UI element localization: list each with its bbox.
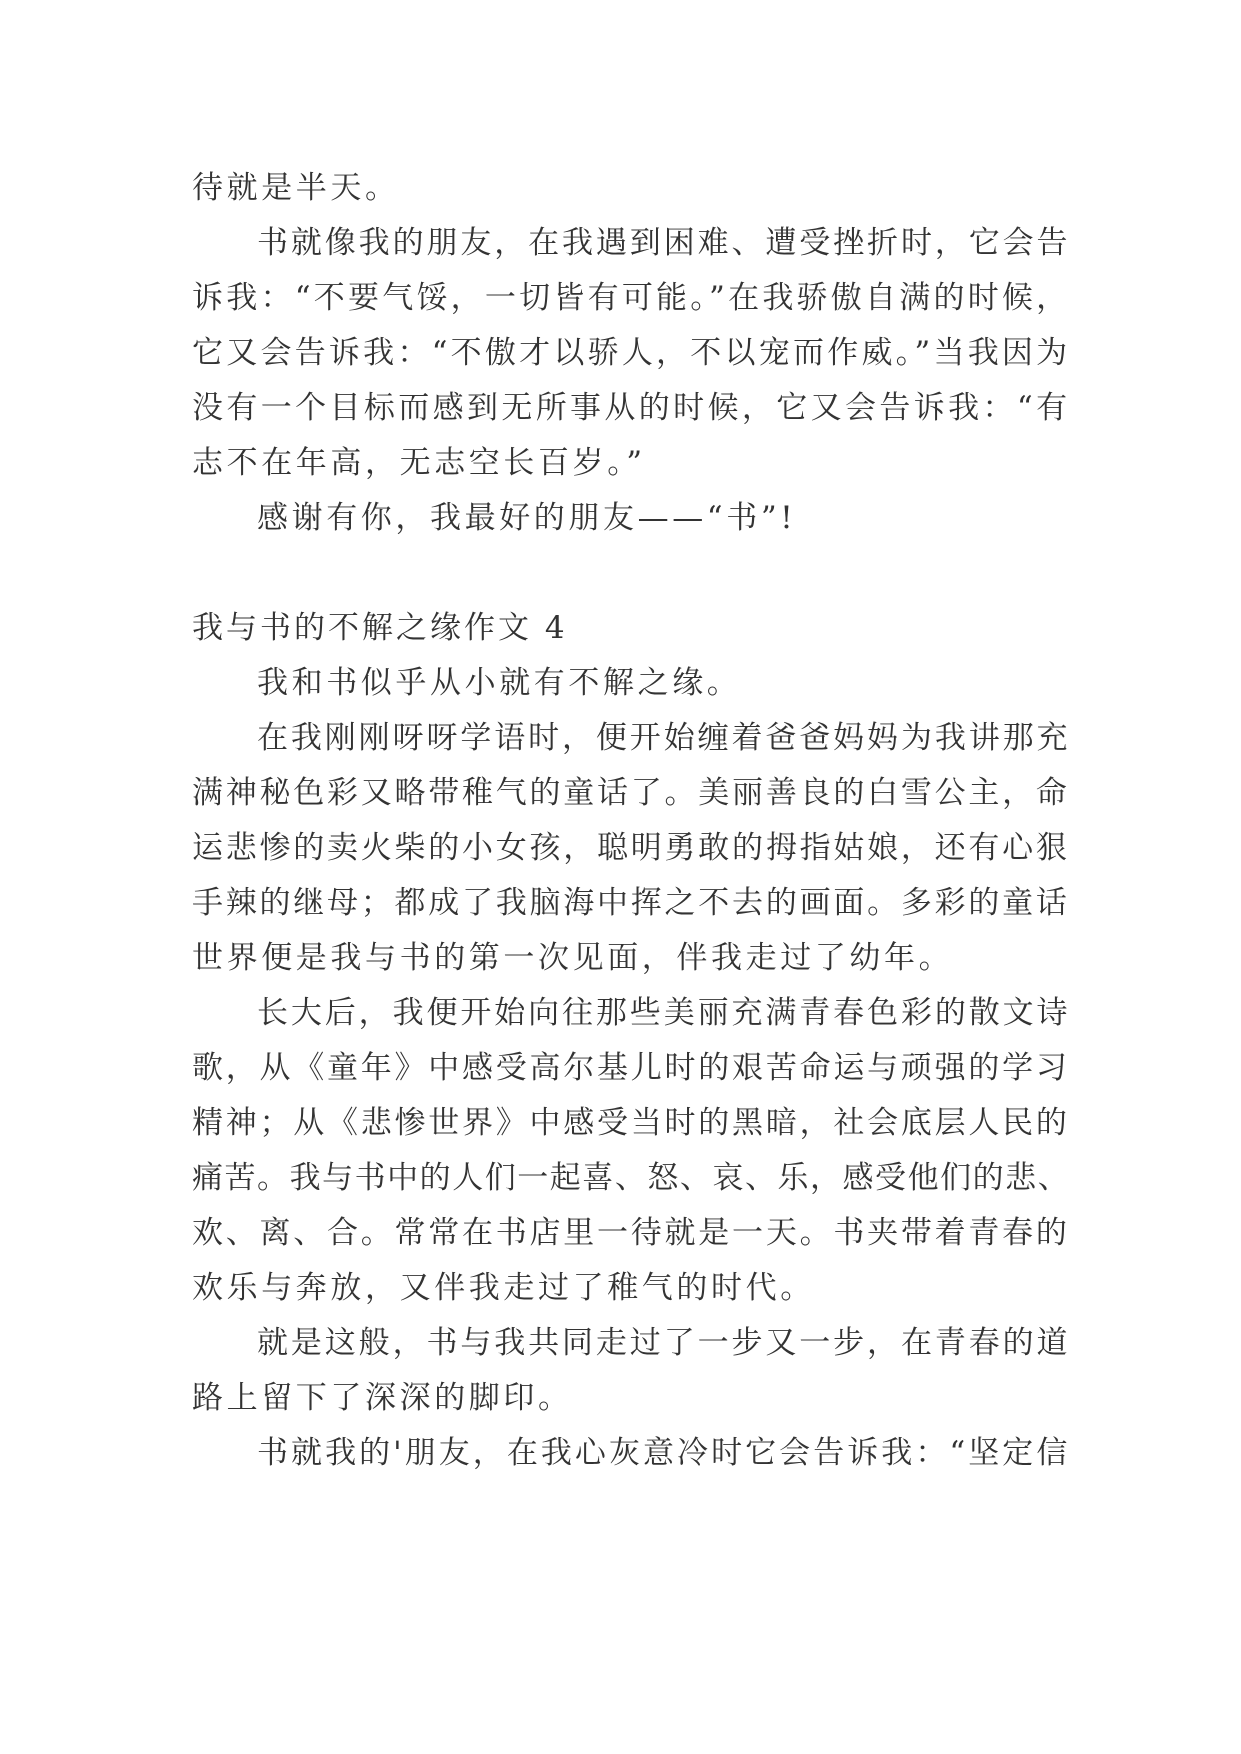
text-line: 歌，从《童年》中感受高尔基儿时的艰苦命运与顽强的学习 <box>192 1050 1070 1086</box>
text-line: 志不在年高，无志空长百岁。” <box>192 445 646 481</box>
text-line: 没有一个目标而感到无所事从的时候，它又会告诉我：“有 <box>192 390 1071 426</box>
text-line: 它又会告诉我：“不傲才以骄人，不以宠而作威。”当我因为 <box>192 335 1071 371</box>
text-line: 欢、离、合。常常在书店里一待就是一天。书夹带着青春的 <box>192 1215 1070 1251</box>
text-line: 满神秘色彩又略带稚气的童话了。美丽善良的白雪公主，命 <box>192 775 1070 811</box>
paragraph-start: 在我刚刚呀呀学语时，便开始缠着爸爸妈妈为我讲那充 <box>257 720 1071 756</box>
text-line: 世界便是我与书的第一次见面，伴我走过了幼年。 <box>192 940 954 976</box>
paragraph-start: 书就像我的朋友，在我遇到困难、遭受挫折时，它会告 <box>257 225 1071 261</box>
text-line: 精神；从《悲惨世界》中感受当时的黑暗，社会底层人民的 <box>192 1105 1070 1141</box>
paragraph-start: 感谢有你，我最好的朋友——“书”! <box>257 500 797 536</box>
section-heading: 我与书的不解之缘作文 4 <box>192 610 568 646</box>
paragraph-start: 长大后，我便开始向往那些美丽充满青春色彩的散文诗 <box>257 995 1071 1031</box>
paragraph-start: 我和书似乎从小就有不解之缘。 <box>257 665 742 701</box>
text-line: 痛苦。我与书中的人们一起喜、怒、哀、乐，感受他们的悲、 <box>192 1160 1071 1196</box>
text-line: 欢乐与奔放，又伴我走过了稚气的时代。 <box>192 1270 815 1306</box>
text-line: 手辣的继母；都成了我脑海中挥之不去的画面。多彩的童话 <box>192 885 1070 921</box>
text-line: 路上留下了深深的脚印。 <box>192 1380 573 1416</box>
text-line: 待就是半天。 <box>192 170 400 206</box>
paragraph-start: 就是这般，书与我共同走过了一步又一步，在青春的道 <box>257 1325 1071 1361</box>
text-line: 诉我：“不要气馁，一切皆有可能。”在我骄傲自满的时候， <box>192 280 1071 316</box>
paragraph-start: 书就我的'朋友，在我心灰意冷时它会告诉我：“坚定信 <box>257 1435 1071 1471</box>
text-line: 运悲惨的卖火柴的小女孩，聪明勇敢的拇指姑娘，还有心狠 <box>192 830 1070 866</box>
